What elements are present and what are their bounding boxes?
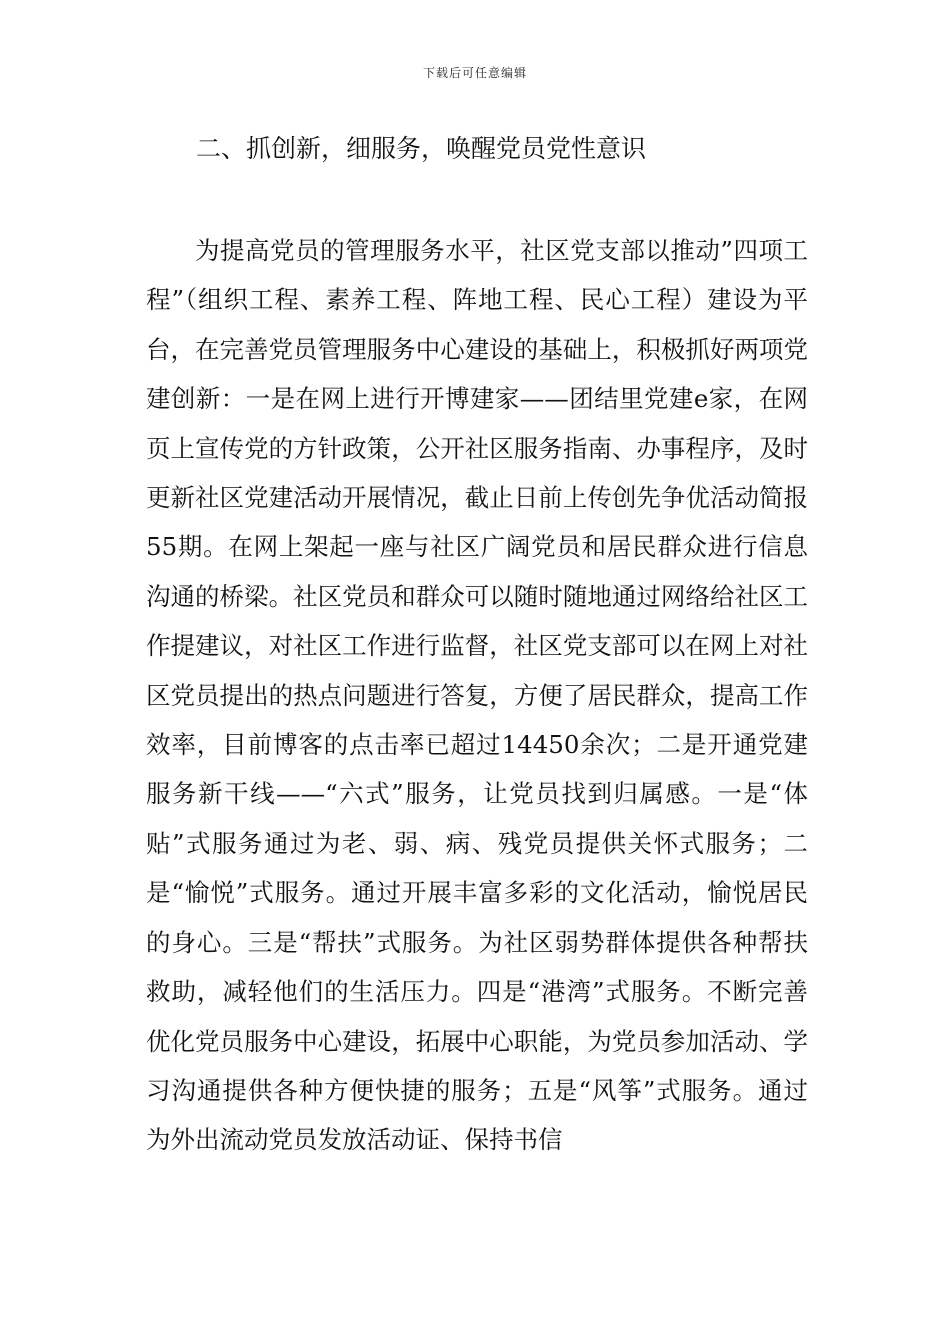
- section-heading: 二、抓创新，细服务，唤醒党员党性意识: [196, 134, 647, 163]
- download-note: 下载后可任意编辑: [422, 66, 527, 80]
- body-paragraph: 为提高党员的管理服务水平，社区党支部以推动”四项工程”（组织工程、素养工程、阵地工程、民心工程）建设为平台，在完善党员管理服务中心建设的基础上，积极抓好两项党建创新：一是在网上进行开博建家——团结里党建e家，在网页上宣传党的方针政策，公开社区服务指南、办事程序，及时更新社区党建活动开展情况，截止日前上传创先争优活动简报55期。在网上架起一座与社区广阔党员和居民群众进行信息沟通的桥梁。社区党员和群众可以随时随地通过网络给社区工作提建议，对社区工作进行监督，社区党支部可以在网上对社区党员提出的热点问题进行答复，方便了居民群众，提高工作效率，目前博客的点击率已超过14450余次；二是开通党建服务新干线——“六式”服务，让党员找到归属感。一是“体贴”式服务通过为老、弱、病、残党员提供关怀式服务；二是“愉悦”式服务。通过开展丰富多彩的文化活动，愉悦居民的身心。三是“帮扶”式服务。为社区弱势群体提供各种帮扶救助，减轻他们的生活压力。四是“港湾”式服务。不断完善优化党员服务中心建设，拓展中心职能，为党员参加活动、学习沟通提供各种方便快捷的服务；五是“风筝”式服务。通过为外出流动党员发放活动证、保持书信: [146, 236, 808, 1155]
